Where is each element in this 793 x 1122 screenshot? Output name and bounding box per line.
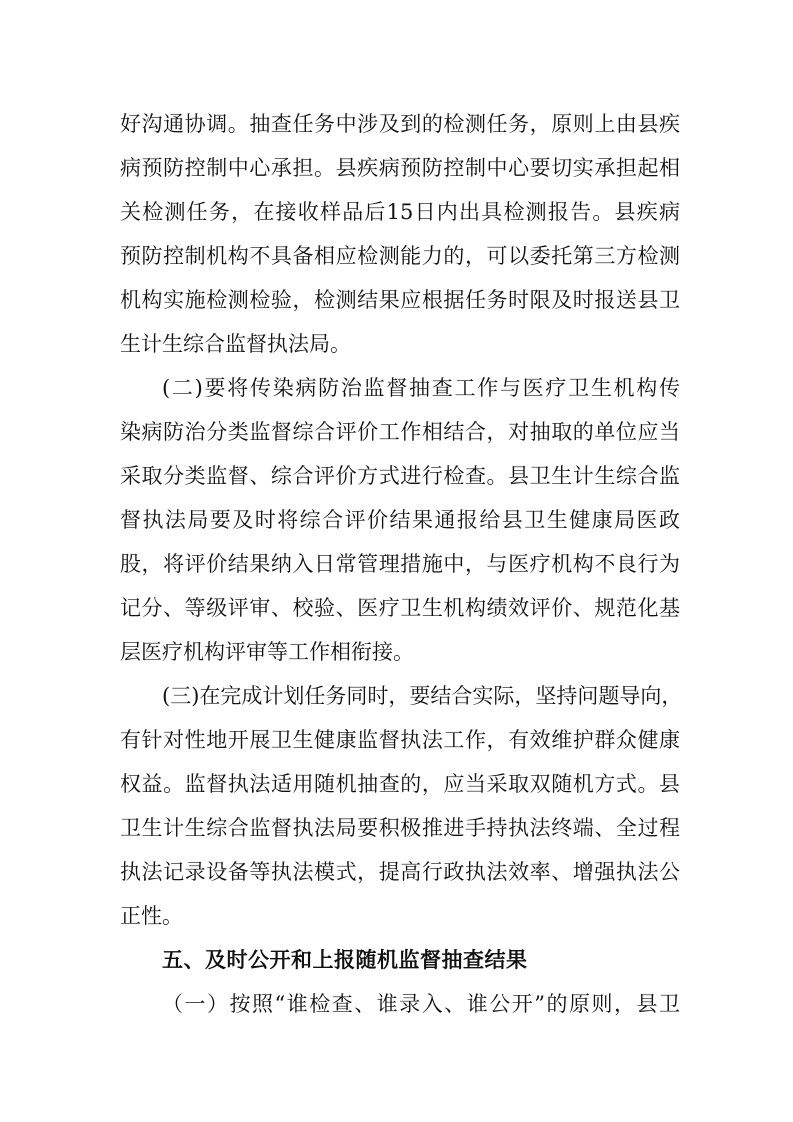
paragraph-2-line-2: 染病防治分类监督综合评价工作相结合，对抽取的单位应当	[120, 420, 680, 444]
paragraph-2-line-3: 采取分类监督、综合评价方式进行检查。县卫生计生综合监	[120, 464, 680, 488]
paragraph-2-line-4: 督执法局要及时将综合评价结果通报给县卫生健康局医政	[120, 508, 680, 532]
section-heading: 五、及时公开和上报随机监督抽查结果	[162, 948, 528, 972]
paragraph-2-line-1: (二)要将传染病防治监督抽查工作与医疗卫生机构传	[162, 376, 680, 400]
paragraph-2-line-6: 记分、等级评审、校验、医疗卫生机构绩效评价、规范化基	[120, 596, 680, 620]
paragraph-2-line-7: 层医疗机构评审等工作相衔接。	[120, 640, 414, 664]
paragraph-1-line-1: 好沟通协调。抽查任务中涉及到的检测任务，原则上由县疾	[120, 112, 680, 136]
paragraph-2-line-5: 股，将评价结果纳入日常管理措施中，与医疗机构不良行为	[120, 552, 680, 576]
paragraph-3-line-1: (三)在完成计划任务同时，要结合实际，坚持问题导向，	[162, 684, 683, 708]
paragraph-3-line-4: 卫生计生综合监督执法局要积极推进手持执法终端、全过程	[120, 816, 680, 840]
paragraph-1-line-6: 生计生综合监督执法局。	[120, 332, 351, 356]
paragraph-1-line-5: 机构实施检测检验，检测结果应根据任务时限及时报送县卫	[120, 288, 680, 312]
paragraph-3-line-3: 权益。监督执法适用随机抽查的，应当采取双随机方式。县	[120, 772, 680, 796]
paragraph-1-line-3: 关检测任务，在接收样品后15日内出具检测报告。县疾病	[120, 200, 680, 224]
paragraph-3-line-5: 执法记录设备等执法模式，提高行政执法效率、增强执法公	[120, 860, 680, 884]
paragraph-3-line-6: 正性。	[120, 904, 183, 928]
paragraph-3-line-2: 有针对性地开展卫生健康监督执法工作，有效维护群众健康	[120, 728, 680, 752]
paragraph-1-line-4: 预防控制机构不具备相应检测能力的，可以委托第三方检测	[120, 244, 680, 268]
paragraph-1-line-2: 病预防控制中心承担。县疾病预防控制中心要切实承担起相	[120, 156, 680, 180]
paragraph-4-line-1: （一）按照“谁检查、谁录入、谁公开”的原则，县卫	[162, 992, 680, 1016]
